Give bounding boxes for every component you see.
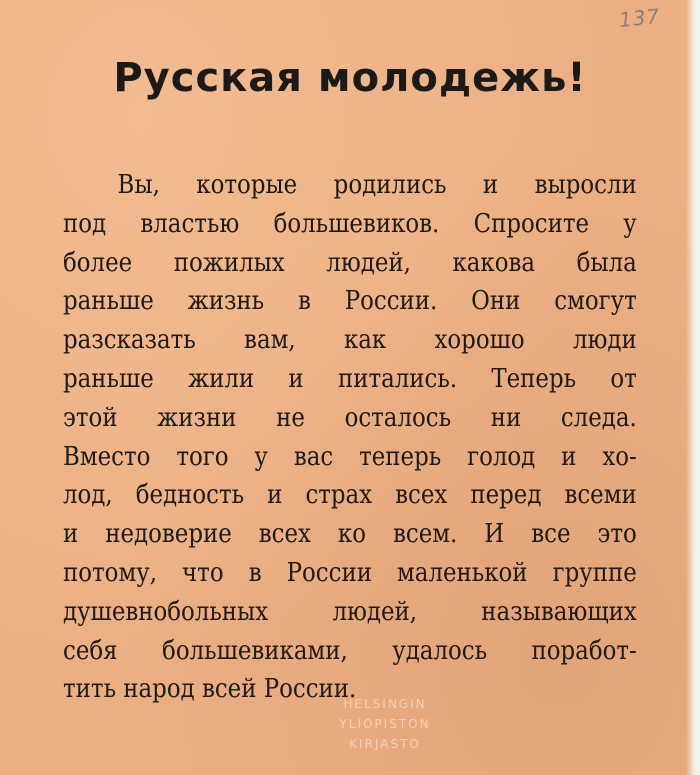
stamp-line: YLIOPISTON bbox=[339, 717, 431, 731]
paragraph-line: себя большевиками, удалось поработ- bbox=[63, 635, 637, 666]
body-paragraph bbox=[63, 166, 637, 709]
stamp-line: HELSINGIN bbox=[343, 697, 427, 711]
library-stamp bbox=[310, 694, 460, 754]
page-edge bbox=[686, 0, 700, 775]
paragraph-line: раньше жили и питались. Теперь от bbox=[63, 363, 637, 394]
paragraph-line: и недоверие всех ко всем. И все это bbox=[63, 519, 637, 550]
stamp-line: KIRJASTO bbox=[349, 737, 421, 751]
handwritten-page-number: 137 bbox=[617, 3, 662, 33]
paragraph-line: раньше жизнь в России. Они смогут bbox=[63, 286, 637, 317]
paragraph-line: разсказать вам, как хорошо люди bbox=[63, 325, 637, 356]
paragraph-line: тить народ всей России. bbox=[63, 674, 357, 705]
paragraph-line: под властью большевиков. Спросите у bbox=[63, 208, 637, 239]
paragraph-line: душевнобольных людей, называющих bbox=[63, 596, 637, 627]
paragraph-line: потому, что в России маленькой группе bbox=[63, 557, 637, 588]
paragraph-line: Вы, которые родились и выросли bbox=[117, 170, 637, 200]
document-title: Русская молодежь! bbox=[113, 55, 587, 101]
paragraph-line: более пожилых людей, какова была bbox=[63, 247, 637, 278]
paragraph-line: лод, бедность и страх всех перед всеми bbox=[63, 480, 637, 511]
paragraph-line: этой жизни не осталось ни следа. bbox=[63, 402, 637, 433]
paragraph-line: Вместо того у вас теперь голод и хо- bbox=[63, 441, 637, 472]
